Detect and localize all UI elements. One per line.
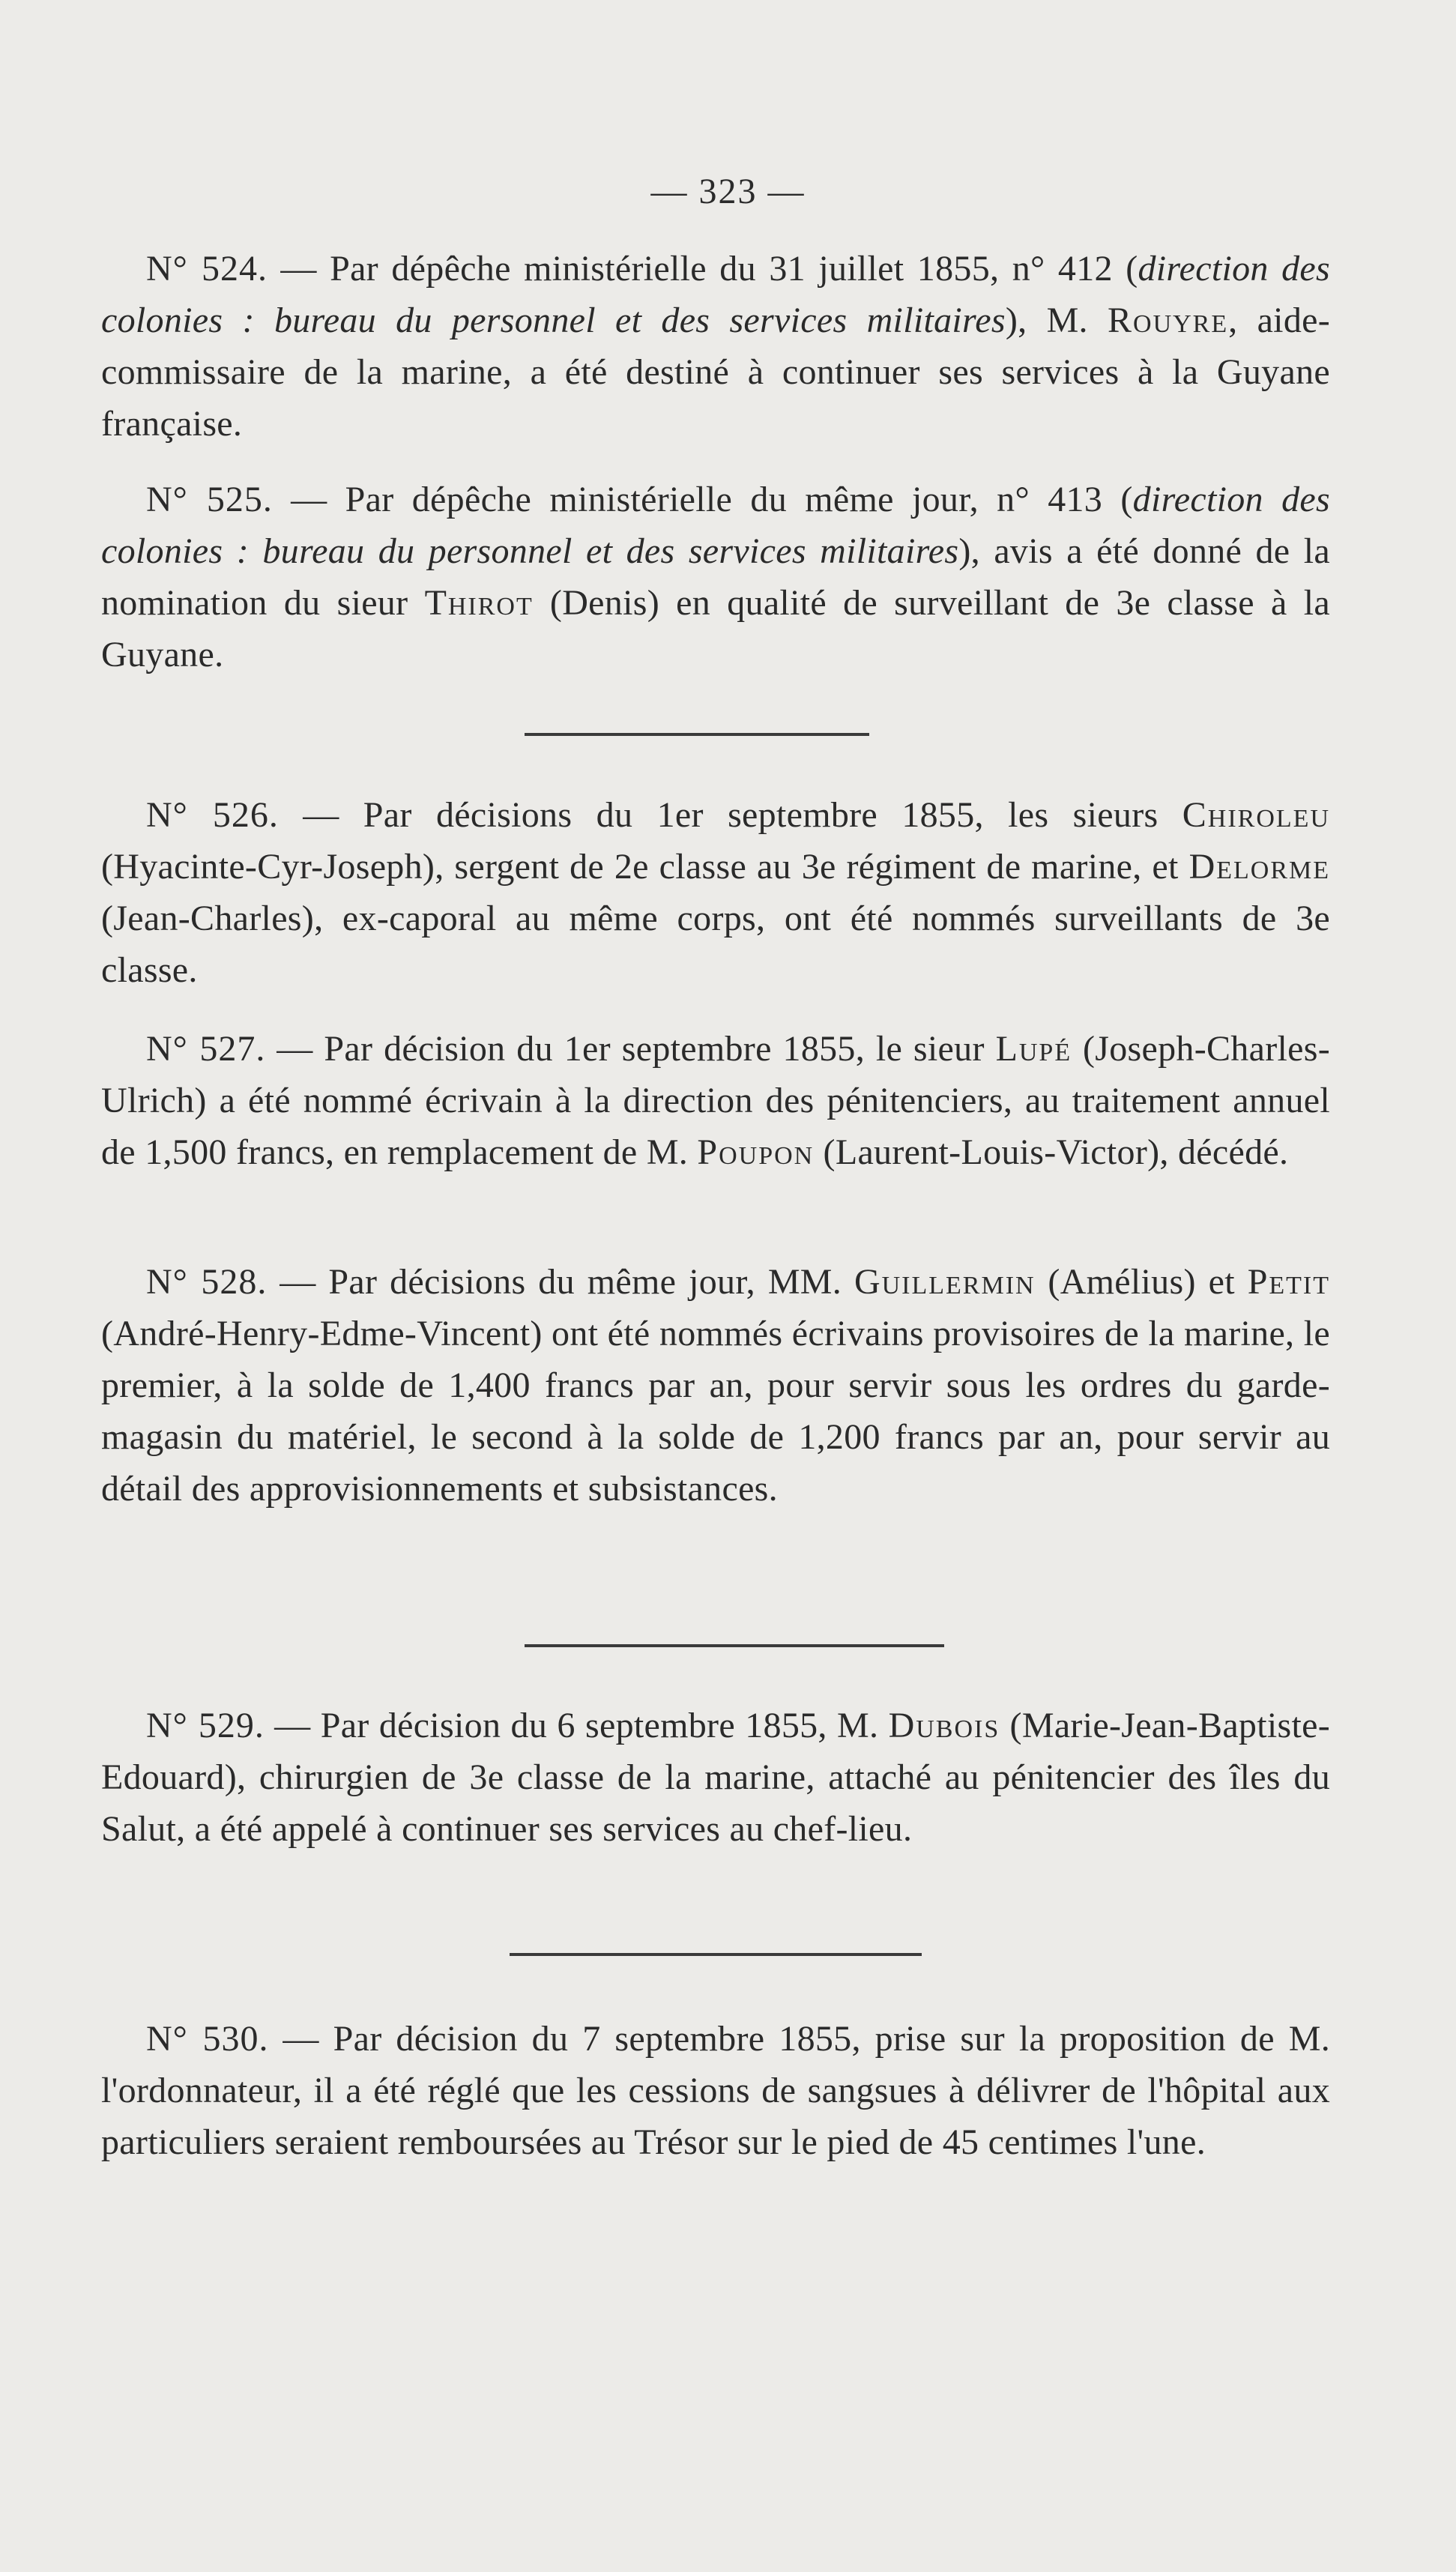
entry-528 [101,1256,1330,1515]
entry-text: — Par décision du 1er septembre 1855, le sieur [265,1029,996,1069]
page-number: — 323 — [650,172,806,211]
entry-525 [101,474,1330,680]
surname: Dubois [888,1706,1000,1745]
entry-text: (Laurent-Louis-Victor), décédé. [814,1132,1289,1172]
surname: Delorme [1188,847,1330,887]
entry-530 [101,2013,1330,2168]
entry-text: — Par décision du 7 septembre 1855, prise sur la proposition de M. l'ordonnateur, il a été réglé que les cessions de sangsues à délivrer de l'hôpital aux particuliers seraient remboursées au Trésor sur le pied de 45 centimes l'une. [101,2019,1331,2162]
entry-text: ), avis a été donné de la nomination du sieur [101,531,1330,623]
entry-number: N° 527. [146,1029,266,1069]
surname: Poupon [697,1132,815,1172]
entry-text: (André-Henry-Edme-Vincent) ont été nommés écrivains provisoires de la marine, le premier, à la solde de 1,400 francs par an, pour servir sous les ordres du garde-magasin du matériel, le second à la solde de 1,200 francs par an, pour servir au détail des approvisionnements et subsistances. [101,1314,1330,1509]
entry-text: (Marie-Jean-Baptiste-Edouard), chirurgien de 3e classe de la marine, attaché au pénitencier des îles du Salut, a été appelé à continuer ses services au chef-lieu. [101,1706,1330,1849]
entry-526 [101,789,1330,996]
entry-number: N° 528. [146,1262,268,1302]
surname: Guillermin [854,1262,1036,1302]
entry-italic-text: direction des colonies : bureau du personnel et des services militaires [101,249,1331,340]
entry-italic-text: direction des colonies : bureau du personnel et des services militaires [101,480,1330,571]
surname: Petit [1247,1262,1331,1302]
entry-number: N° 524. [146,249,268,289]
section-divider [510,1953,922,1956]
entry-524 [101,243,1330,450]
entry-text: — Par décision du 6 septembre 1855, M. [264,1706,889,1745]
entry-529 [101,1700,1330,1855]
section-divider [525,733,869,736]
entry-527 [101,1023,1330,1178]
entry-text: — Par décisions du 1er septembre 1855, les sieurs [278,795,1182,835]
entry-text: (Amélius) et [1035,1262,1248,1302]
entry-text: — Par dépêche ministérielle du même jour, n° 413 ( [272,480,1133,519]
surname: Rouyre [1108,301,1229,340]
entry-number: N° 530. [146,2019,269,2059]
entry-number: N° 529. [146,1706,265,1745]
entry-text: — Par décisions du même jour, MM. [267,1262,854,1302]
surname: Lupé [995,1029,1072,1069]
surname: Chiroleu [1182,795,1330,835]
section-divider [525,1644,944,1647]
entry-text: , aide-commissaire de la marine, a été destiné à continuer ses services à la Guyane française. [101,301,1331,444]
entry-text: (Joseph-Charles-Ulrich) a été nommé écrivain à la direction des pénitenciers, au traitement annuel de 1,500 francs, en remplacement de M. [101,1029,1330,1172]
entry-number: N° 526. [146,795,279,835]
entry-number: N° 525. [146,480,273,519]
entry-text: (Jean-Charles), ex-caporal au même corps, ont été nommés surveillants de 3e classe. [101,899,1330,990]
entry-text: (Hyacinte-Cyr-Joseph), sergent de 2e classe au 3e régiment de marine, et [101,847,1189,887]
surname: Thirot [424,583,534,623]
entry-text: (Denis) en qualité de surveillant de 3e classe à la Guyane. [101,583,1331,674]
entry-text: ), M. [1005,301,1108,340]
entry-text: — Par dépêche ministérielle du 31 juillet 1855, n° 412 ( [267,249,1138,289]
